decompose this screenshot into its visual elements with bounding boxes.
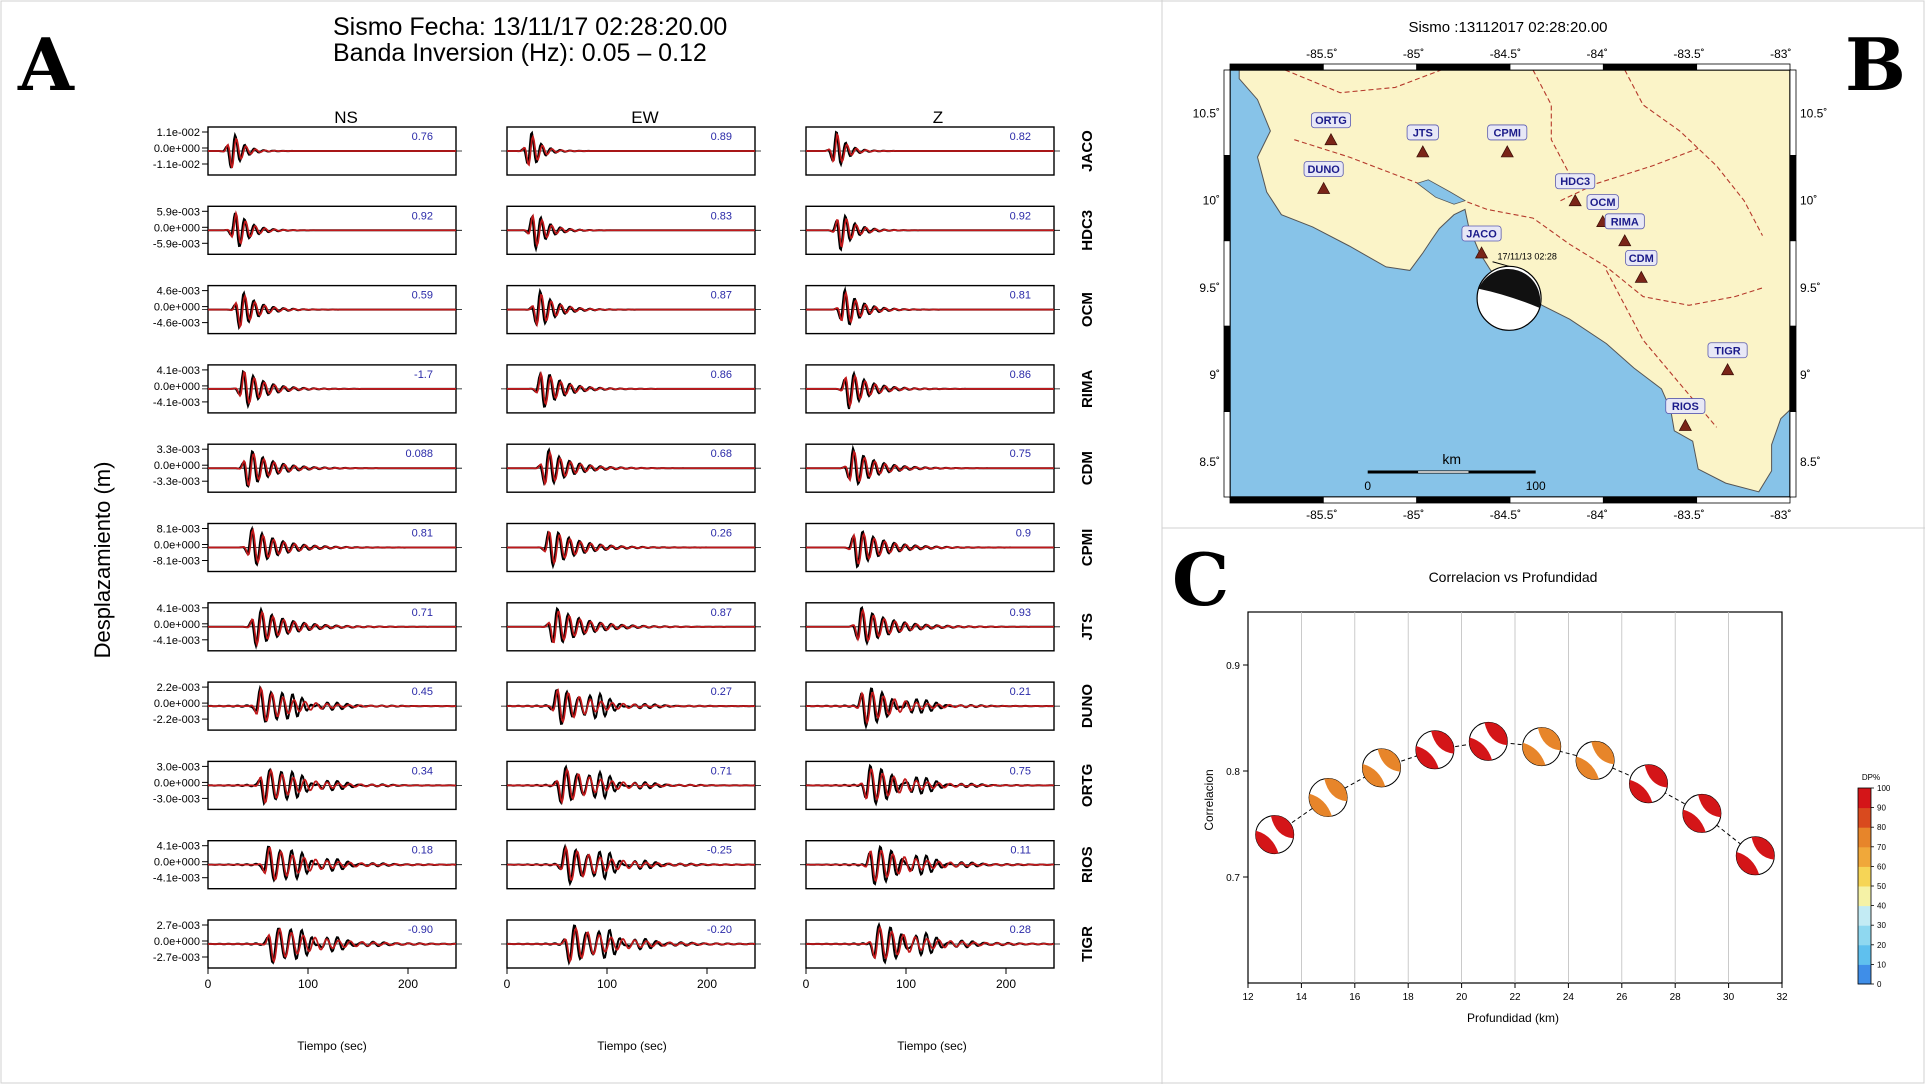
correlation-value: 0.92 bbox=[1009, 210, 1031, 223]
amp-label-hdc3-2: -5.9e-003 bbox=[152, 238, 200, 251]
y-tick-label-1: 0.8 bbox=[1226, 767, 1240, 778]
frame-tick-right-4 bbox=[1790, 412, 1796, 497]
lat-label-left-4: 8.5˚ bbox=[1199, 455, 1220, 470]
x-tick-label-ns-2: 200 bbox=[397, 977, 419, 991]
event-label: 17/11/13 02:28 bbox=[1497, 251, 1557, 262]
x-tick-label-ns-1: 100 bbox=[297, 977, 319, 991]
colorbar-band-7 bbox=[1858, 827, 1871, 847]
correlation-value: 0.89 bbox=[710, 131, 732, 143]
station-label-rima: RIMA bbox=[1079, 369, 1096, 409]
amp-label-tigr-1: 0.0e+000 bbox=[153, 936, 200, 948]
colorbar-tick-label-4: 40 bbox=[1877, 901, 1886, 911]
trace-panel-jaco-ew bbox=[501, 127, 761, 175]
station-label-cdm: CDM bbox=[1079, 451, 1096, 486]
frame-tick-bottom-0 bbox=[1230, 497, 1323, 503]
lat-label-right-2: 9.5˚ bbox=[1800, 280, 1821, 295]
x-tick-label-1: 14 bbox=[1295, 992, 1307, 1003]
station-label-jaco: JACO bbox=[1079, 130, 1096, 172]
lon-label-bottom-0: -85.5˚ bbox=[1306, 508, 1338, 522]
x-tick-label-9: 30 bbox=[1723, 992, 1735, 1003]
y-tick-label-2: 0.9 bbox=[1226, 661, 1240, 672]
x-tick-label-ew-0: 0 bbox=[503, 977, 511, 991]
amp-label-rima-1: 0.0e+000 bbox=[153, 380, 200, 393]
trace-panel-tigr-z bbox=[800, 920, 1060, 968]
lat-label-left-1: 10˚ bbox=[1202, 193, 1220, 208]
station-name-rios: RIOS bbox=[1671, 401, 1699, 414]
amp-label-jaco-2: -1.1e-002 bbox=[152, 159, 200, 171]
correlation-value: 0.71 bbox=[710, 765, 732, 778]
lon-label-bottom-5: -83˚ bbox=[1770, 508, 1792, 522]
correlation-value: 0.93 bbox=[1009, 606, 1031, 619]
correlation-value: 0.45 bbox=[411, 686, 433, 699]
x-tick-label-2: 16 bbox=[1349, 992, 1361, 1003]
station-label-hdc3: HDC3 bbox=[1079, 209, 1096, 251]
lon-label-top-1: -85˚ bbox=[1402, 47, 1425, 61]
amp-label-hdc3-0: 5.9e-003 bbox=[156, 206, 200, 219]
colorbar bbox=[1858, 784, 1891, 989]
trace-panel-jts-z bbox=[800, 603, 1060, 651]
map-title: Sismo :13112017 02:28:20.00 bbox=[1408, 19, 1608, 36]
correlation-value: 0.18 bbox=[411, 844, 433, 857]
colorbar-tick-label-1: 10 bbox=[1877, 960, 1886, 970]
x-tick-label-7: 26 bbox=[1616, 992, 1628, 1003]
frame-tick-top-2 bbox=[1417, 64, 1510, 70]
trace-panel-jaco-ns bbox=[202, 127, 462, 175]
lat-label-left-0: 10.5˚ bbox=[1192, 106, 1220, 121]
frame-tick-top-3 bbox=[1510, 64, 1603, 70]
amp-label-rios-1: 0.0e+000 bbox=[153, 856, 200, 869]
lat-label-right-1: 10˚ bbox=[1800, 193, 1818, 208]
x-tick-label-ew-1: 100 bbox=[596, 977, 618, 991]
x-tick-label-ew-2: 200 bbox=[696, 977, 718, 991]
colorbar-tick-label-7: 70 bbox=[1877, 842, 1886, 852]
correlation-value: 0.27 bbox=[710, 686, 732, 699]
colorbar-tick-label-3: 30 bbox=[1877, 921, 1886, 931]
station-label-ocm: OCM bbox=[1079, 292, 1096, 328]
waveform-grid bbox=[153, 127, 1096, 991]
lon-label-bottom-2: -84.5˚ bbox=[1489, 508, 1522, 522]
frame-tick-left-4 bbox=[1224, 412, 1230, 497]
amp-label-cdm-1: 0.0e+000 bbox=[153, 460, 200, 473]
correlation-value: 0.75 bbox=[1009, 765, 1031, 778]
mechanism-depth-15 bbox=[1309, 778, 1347, 816]
trace-panel-hdc3-z bbox=[800, 206, 1060, 254]
mechanism-depth-25 bbox=[1576, 741, 1614, 779]
lat-label-right-0: 10.5˚ bbox=[1800, 106, 1828, 121]
colorbar-tick-label-10: 100 bbox=[1877, 784, 1891, 793]
mechanism-depth-19 bbox=[1416, 731, 1454, 769]
colorbar-tick-label-5: 50 bbox=[1877, 882, 1886, 891]
trace-panel-hdc3-ns bbox=[202, 206, 462, 254]
amp-label-jaco-1: 0.0e+000 bbox=[153, 143, 200, 155]
frame-tick-right-1 bbox=[1790, 155, 1796, 240]
x-tick-label-5: 22 bbox=[1509, 992, 1521, 1003]
trace-panel-cdm-ns bbox=[202, 444, 462, 492]
frame-tick-bottom-2 bbox=[1417, 497, 1510, 503]
xlabel-ns: Tiempo (sec) bbox=[297, 1039, 367, 1053]
trace-panel-rios-z bbox=[800, 841, 1060, 889]
x-tick-label-z-0: 0 bbox=[802, 977, 810, 991]
correlation-value: 0.76 bbox=[411, 131, 433, 143]
correlation-value: 0.71 bbox=[411, 606, 433, 619]
panel-a-title-line1: Sismo Fecha: 13/11/17 02:28:20.00 bbox=[333, 13, 728, 41]
x-tick-label-0: 12 bbox=[1242, 992, 1254, 1003]
trace-panel-cpmi-ns bbox=[202, 524, 462, 572]
lat-label-left-3: 9˚ bbox=[1209, 368, 1220, 382]
colorbar-band-8 bbox=[1858, 808, 1871, 828]
panel-label-c: C bbox=[1172, 537, 1230, 622]
trace-panel-duno-z bbox=[800, 682, 1060, 730]
frame-tick-top-4 bbox=[1603, 64, 1696, 70]
correlation-value: 0.59 bbox=[411, 289, 433, 302]
mechanism-depth-17 bbox=[1362, 749, 1400, 787]
x-tick-label-3: 18 bbox=[1402, 992, 1414, 1003]
colorbar-band-3 bbox=[1858, 906, 1871, 926]
correlation-value: 0.088 bbox=[405, 448, 433, 461]
trace-panel-ocm-ns bbox=[202, 286, 462, 334]
colorbar-band-0 bbox=[1858, 964, 1871, 984]
correlation-value: 0.9 bbox=[1015, 527, 1031, 540]
amp-label-ocm-0: 4.6e-003 bbox=[156, 285, 200, 298]
station-label-jts: JTS bbox=[1079, 613, 1096, 641]
correlation-value: 0.11 bbox=[1010, 844, 1031, 857]
amp-label-ocm-2: -4.6e-003 bbox=[152, 317, 200, 330]
correlation-value: 0.87 bbox=[710, 606, 732, 619]
frame-tick-left-2 bbox=[1224, 241, 1230, 326]
frame-tick-bottom-1 bbox=[1323, 497, 1416, 503]
lon-label-top-0: -85.5˚ bbox=[1306, 47, 1338, 61]
correlation-value: 0.28 bbox=[1009, 924, 1031, 936]
trace-panel-duno-ns bbox=[202, 682, 462, 730]
xlabel-ew: Tiempo (sec) bbox=[597, 1039, 667, 1053]
amp-label-tigr-2: -2.7e-003 bbox=[152, 952, 200, 964]
scale-start: 0 bbox=[1364, 479, 1372, 493]
trace-panel-tigr-ew bbox=[501, 920, 761, 968]
station-name-cdm: CDM bbox=[1628, 252, 1654, 265]
colorbar-band-1 bbox=[1858, 945, 1871, 965]
panel-label-b: B bbox=[1845, 22, 1906, 107]
panel-label-a: A bbox=[18, 22, 74, 107]
amp-label-duno-2: -2.2e-003 bbox=[152, 714, 200, 727]
lon-label-bottom-3: -84˚ bbox=[1586, 508, 1608, 522]
y-tick-label-0: 0.7 bbox=[1226, 873, 1240, 884]
correlation-value: -0.90 bbox=[407, 924, 433, 936]
station-name-hdc3: HDC3 bbox=[1560, 176, 1591, 189]
amp-label-rios-0: 4.1e-003 bbox=[156, 840, 200, 853]
trace-panel-ocm-ew bbox=[501, 286, 761, 334]
colorbar-band-6 bbox=[1858, 847, 1871, 867]
x-tick-label-4: 20 bbox=[1456, 992, 1468, 1003]
amp-label-tigr-0: 2.7e-003 bbox=[156, 920, 200, 932]
trace-panel-rima-z bbox=[800, 365, 1060, 413]
amp-label-jts-0: 4.1e-003 bbox=[156, 602, 200, 615]
panel-a-title-line2: Banda Inversion (Hz): 0.05 – 0.12 bbox=[333, 39, 707, 67]
lat-label-right-4: 8.5˚ bbox=[1800, 455, 1821, 470]
correlation-value: -0.25 bbox=[706, 844, 732, 857]
frame-tick-left-0 bbox=[1224, 70, 1230, 155]
frame-tick-right-0 bbox=[1790, 70, 1796, 155]
station-name-ortg: ORTG bbox=[1315, 115, 1347, 128]
mechanism-depth-29 bbox=[1683, 794, 1721, 832]
lon-label-bottom-4: -83.5˚ bbox=[1673, 508, 1705, 522]
station-label-tigr: TIGR bbox=[1079, 926, 1096, 962]
trace-panel-cpmi-ew bbox=[501, 524, 761, 572]
frame-tick-top-0 bbox=[1230, 64, 1323, 70]
chart-ylabel: Correlacion bbox=[1202, 769, 1216, 831]
x-tick-label-z-2: 200 bbox=[995, 977, 1017, 991]
frame-tick-bottom-5 bbox=[1697, 497, 1790, 503]
mechanism-depth-31 bbox=[1736, 837, 1774, 875]
lon-label-top-4: -83.5˚ bbox=[1673, 47, 1705, 61]
trace-panel-ortg-z bbox=[800, 761, 1060, 809]
trace-panel-ortg-ns bbox=[202, 761, 462, 809]
trace-panel-jaco-z bbox=[800, 127, 1060, 175]
amp-label-rima-2: -4.1e-003 bbox=[152, 396, 200, 409]
correlation-value: 0.81 bbox=[411, 527, 433, 540]
colorbar-band-2 bbox=[1858, 925, 1871, 945]
correlation-value: 0.81 bbox=[1009, 289, 1031, 302]
station-label-rios: RIOS bbox=[1079, 846, 1096, 884]
correlation-value: 0.86 bbox=[1009, 368, 1031, 381]
mechanism-depth-21 bbox=[1469, 722, 1507, 760]
x-tick-label-8: 28 bbox=[1669, 992, 1681, 1003]
trace-panel-cdm-ew bbox=[501, 444, 761, 492]
x-tick-label-10: 32 bbox=[1776, 992, 1788, 1003]
amp-label-rima-0: 4.1e-003 bbox=[156, 364, 200, 377]
scale-end: 100 bbox=[1525, 479, 1546, 493]
trace-panel-tigr-ns bbox=[202, 920, 462, 968]
station-name-cpmi: CPMI bbox=[1493, 127, 1521, 140]
amp-label-jts-1: 0.0e+000 bbox=[153, 618, 200, 631]
mechanism-depth-13 bbox=[1256, 816, 1294, 854]
x-tick-label-6: 24 bbox=[1562, 992, 1574, 1003]
colorbar-tick-label-9: 90 bbox=[1877, 803, 1886, 813]
station-name-tigr: TIGR bbox=[1714, 345, 1741, 358]
frame-tick-left-1 bbox=[1224, 155, 1230, 240]
component-label-ns: NS bbox=[334, 108, 358, 127]
lon-label-top-2: -84.5˚ bbox=[1489, 47, 1522, 61]
chart-plot bbox=[1226, 612, 1788, 1003]
panel-a-waveforms bbox=[90, 13, 1096, 1053]
component-label-z: Z bbox=[932, 108, 944, 127]
trace-panel-ortg-ew bbox=[501, 761, 761, 809]
correlation-value: -0.20 bbox=[706, 924, 732, 936]
amp-label-ortg-1: 0.0e+000 bbox=[153, 777, 200, 790]
station-label-duno: DUNO bbox=[1079, 684, 1096, 729]
amp-label-cdm-2: -3.3e-003 bbox=[152, 476, 200, 489]
frame-tick-bottom-4 bbox=[1603, 497, 1696, 503]
x-tick-label-ns-0: 0 bbox=[204, 977, 212, 991]
x-tick-label-z-1: 100 bbox=[895, 977, 917, 991]
correlation-value: 0.86 bbox=[710, 368, 732, 381]
trace-panel-jts-ew bbox=[501, 603, 761, 651]
trace-panel-rima-ns bbox=[202, 365, 462, 413]
amp-label-ocm-1: 0.0e+000 bbox=[153, 301, 200, 314]
colorbar-tick-label-6: 60 bbox=[1877, 862, 1886, 872]
amp-label-cpmi-1: 0.0e+000 bbox=[153, 539, 200, 552]
station-label-cpmi: CPMI bbox=[1079, 528, 1096, 567]
correlation-value: 0.75 bbox=[1009, 448, 1031, 461]
lat-label-left-2: 9.5˚ bbox=[1199, 280, 1220, 295]
trace-panel-hdc3-ew bbox=[501, 206, 761, 254]
amp-label-cdm-0: 3.3e-003 bbox=[156, 444, 200, 457]
panel-b-map bbox=[1193, 19, 1828, 522]
panel-a-ylabel: Desplazamiento (m) bbox=[90, 461, 115, 659]
correlation-value: 0.92 bbox=[411, 210, 433, 223]
trace-panel-ocm-z bbox=[800, 286, 1060, 334]
amp-label-ortg-0: 3.0e-003 bbox=[156, 761, 200, 774]
correlation-value: 0.87 bbox=[710, 289, 732, 302]
lat-label-right-3: 9˚ bbox=[1800, 368, 1811, 382]
frame-tick-right-2 bbox=[1790, 241, 1796, 326]
station-name-rima: RIMA bbox=[1610, 216, 1639, 229]
colorbar-tick-label-8: 80 bbox=[1877, 823, 1886, 833]
scale-label: km bbox=[1442, 451, 1462, 467]
amp-label-ortg-2: -3.0e-003 bbox=[152, 793, 200, 806]
correlation-value: 0.68 bbox=[710, 448, 732, 461]
lon-label-top-3: -84˚ bbox=[1586, 47, 1608, 61]
amp-label-jaco-0: 1.1e-002 bbox=[156, 127, 200, 139]
trace-panel-rima-ew bbox=[501, 365, 761, 413]
correlation-value: 0.34 bbox=[411, 765, 433, 778]
colorbar-band-9 bbox=[1858, 788, 1871, 808]
amp-label-duno-0: 2.2e-003 bbox=[156, 682, 200, 695]
frame-tick-top-1 bbox=[1323, 64, 1416, 70]
trace-panel-rios-ew bbox=[501, 841, 761, 889]
station-label-ortg: ORTG bbox=[1079, 763, 1096, 808]
station-name-jaco: JACO bbox=[1466, 228, 1497, 241]
map-area bbox=[1193, 47, 1828, 522]
correlation-value: 0.83 bbox=[710, 210, 732, 223]
chart-xlabel: Profundidad (km) bbox=[1466, 1011, 1560, 1025]
colorbar-band-5 bbox=[1858, 866, 1871, 886]
xlabel-z: Tiempo (sec) bbox=[897, 1039, 967, 1053]
frame-tick-left-3 bbox=[1224, 326, 1230, 411]
chart-title: Correlacion vs Profundidad bbox=[1428, 569, 1598, 585]
panel-c-correlation-chart bbox=[1202, 569, 1891, 1025]
correlation-value: 0.26 bbox=[710, 527, 732, 540]
correlation-value: -1.7 bbox=[414, 368, 433, 381]
amp-label-hdc3-1: 0.0e+000 bbox=[153, 222, 200, 235]
colorbar-label: DP% bbox=[1861, 773, 1881, 782]
correlation-value: 0.82 bbox=[1009, 131, 1031, 143]
amp-label-jts-2: -4.1e-003 bbox=[152, 634, 200, 647]
trace-panel-jts-ns bbox=[202, 603, 462, 651]
station-name-duno: DUNO bbox=[1307, 164, 1340, 177]
lon-label-bottom-1: -85˚ bbox=[1402, 508, 1425, 522]
frame-tick-top-5 bbox=[1697, 64, 1790, 70]
amp-label-cpmi-0: 8.1e-003 bbox=[156, 523, 200, 536]
amp-label-rios-2: -4.1e-003 bbox=[152, 872, 200, 885]
frame-tick-right-3 bbox=[1790, 326, 1796, 411]
colorbar-band-4 bbox=[1858, 886, 1871, 906]
lon-label-top-5: -83˚ bbox=[1770, 47, 1792, 61]
station-name-ocm: OCM bbox=[1589, 197, 1616, 210]
amp-label-cpmi-2: -8.1e-003 bbox=[152, 555, 200, 568]
component-label-ew: EW bbox=[631, 108, 659, 127]
mechanism-depth-23 bbox=[1523, 728, 1561, 766]
trace-panel-cdm-z bbox=[800, 444, 1060, 492]
frame-tick-bottom-3 bbox=[1510, 497, 1603, 503]
colorbar-tick-label-0: 0 bbox=[1877, 980, 1882, 989]
trace-panel-duno-ew bbox=[501, 682, 761, 730]
mechanism-depth-27 bbox=[1629, 765, 1667, 803]
station-name-jts: JTS bbox=[1412, 127, 1433, 140]
trace-panel-cpmi-z bbox=[800, 524, 1060, 572]
trace-panel-rios-ns bbox=[202, 841, 462, 889]
amp-label-duno-1: 0.0e+000 bbox=[153, 698, 200, 711]
colorbar-tick-label-2: 20 bbox=[1877, 940, 1886, 950]
correlation-value: 0.21 bbox=[1009, 686, 1031, 699]
